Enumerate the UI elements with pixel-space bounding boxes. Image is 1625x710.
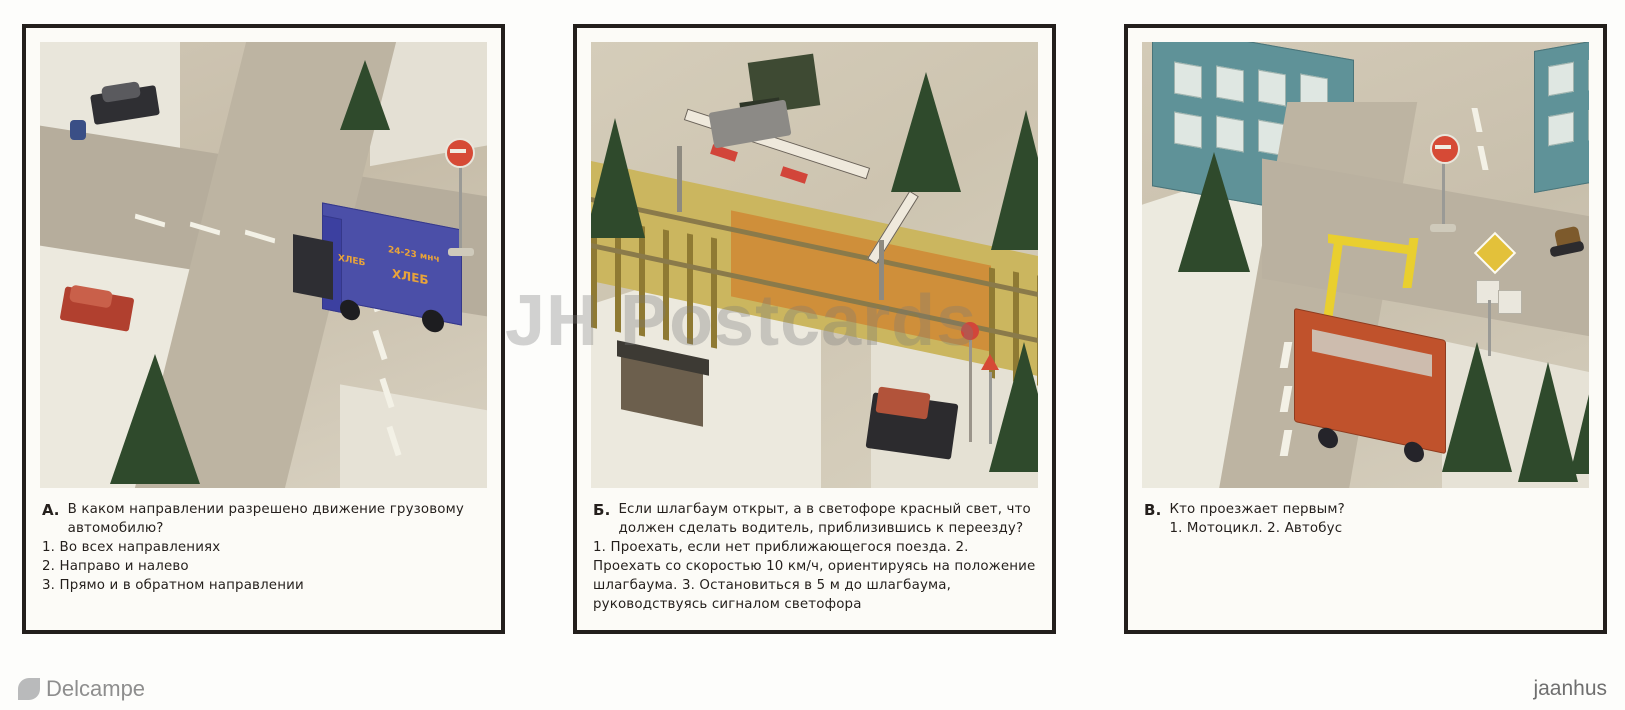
panel-a-option-1: 1. Во всех направлениях bbox=[42, 540, 221, 556]
panel-a-letter: А. bbox=[42, 501, 60, 519]
sign-base bbox=[448, 248, 474, 256]
fir-tree bbox=[591, 118, 645, 238]
fir-tree bbox=[891, 72, 961, 192]
rail-tie bbox=[663, 229, 669, 340]
window bbox=[1588, 106, 1589, 141]
rail-tie bbox=[711, 237, 717, 348]
panel-b-option-3: 3. Остановиться в 5 м до шлагбаума, руководствуясь сигналом светофора bbox=[593, 578, 952, 613]
panel-a-photo bbox=[40, 42, 487, 488]
footer-bar bbox=[18, 676, 1607, 702]
window bbox=[1258, 70, 1286, 107]
fir-tree bbox=[1178, 152, 1250, 272]
info-sign-icon-2 bbox=[1498, 290, 1522, 314]
scene-intersection-bus bbox=[1142, 42, 1589, 488]
fir-tree bbox=[340, 60, 390, 130]
rail-tie bbox=[615, 221, 621, 332]
truck-label-2: 24-23 мнч bbox=[388, 244, 440, 266]
rail-tie bbox=[687, 233, 693, 344]
rail-tie bbox=[639, 225, 645, 336]
truck-label-1: ХЛЕБ bbox=[338, 253, 366, 269]
panel-a-option-2: 2. Направо и налево bbox=[42, 559, 189, 575]
traffic-light-red-icon bbox=[961, 322, 979, 340]
delcampe-credit bbox=[18, 676, 145, 702]
no-entry-sign-icon bbox=[445, 138, 475, 168]
sign-post-no-entry bbox=[1442, 154, 1445, 228]
jaanhus-credit: jaanhus bbox=[1533, 677, 1607, 700]
panel-b-letter: Б. bbox=[593, 501, 611, 519]
no-entry-sign-icon bbox=[1430, 134, 1460, 164]
fir-tree bbox=[1570, 344, 1589, 474]
panel-c bbox=[1124, 24, 1607, 634]
panel-a-question: В каком направлении разрешено движение грузовому автомобилю? bbox=[67, 502, 464, 537]
panel-b-caption bbox=[593, 500, 1038, 614]
window bbox=[1174, 112, 1202, 149]
panel-b bbox=[573, 24, 1056, 634]
panel-c-option-1: 1. Мотоцикл. 2. Автобус bbox=[1169, 521, 1343, 537]
panel-a bbox=[22, 24, 505, 634]
fir-tree bbox=[110, 354, 200, 484]
panel-c-caption bbox=[1144, 500, 1589, 538]
fir-tree bbox=[991, 110, 1038, 250]
panel-b-option-1: 1. Проехать, если нет приближающегося поезда. bbox=[593, 540, 952, 556]
panels-row bbox=[22, 24, 1607, 634]
no-entry-bar bbox=[1435, 145, 1451, 149]
panel-c-question: Кто проезжает первым? bbox=[1169, 502, 1345, 517]
no-entry-bar bbox=[450, 149, 466, 153]
sign-post bbox=[459, 162, 462, 252]
leaf-icon bbox=[18, 678, 40, 700]
truck-cab bbox=[293, 234, 333, 300]
signal-post bbox=[969, 332, 972, 442]
panel-b-option-2: 2. Проехать со скоростью 10 км/ч, ориентируясь на положение шлагбаума. bbox=[593, 540, 1036, 594]
panel-c-photo bbox=[1142, 42, 1589, 488]
panel-c-letter: В. bbox=[1144, 501, 1162, 519]
scene-intersection-truck bbox=[40, 42, 487, 488]
panel-b-question: Если шлагбаум открыт, а в светофоре красный свет, что должен сделать водитель, приблизившись к переезду? bbox=[618, 502, 1031, 537]
fir-tree bbox=[989, 342, 1038, 472]
window bbox=[1548, 112, 1574, 147]
barrier-post-left bbox=[677, 146, 682, 212]
truck-label-3: ХЛЕБ bbox=[392, 266, 429, 288]
window bbox=[1588, 56, 1589, 91]
motorcycle-rider bbox=[70, 120, 86, 140]
window bbox=[1216, 66, 1244, 103]
barrier-post-right bbox=[879, 240, 884, 300]
delcampe-label: Delcampe bbox=[46, 676, 146, 701]
watermark-text: JH Postcards bbox=[505, 281, 978, 361]
panel-b-photo bbox=[591, 42, 1038, 488]
window bbox=[1174, 62, 1202, 99]
window bbox=[1216, 116, 1244, 153]
fir-tree bbox=[1442, 342, 1512, 472]
panel-a-option-3: 3. Прямо и в обратном направлении bbox=[42, 578, 304, 594]
sign-base bbox=[1430, 224, 1456, 232]
window bbox=[1548, 62, 1574, 97]
fir-tree bbox=[1518, 362, 1578, 482]
panel-a-caption bbox=[42, 500, 487, 595]
scene-railway-crossing bbox=[591, 42, 1038, 488]
